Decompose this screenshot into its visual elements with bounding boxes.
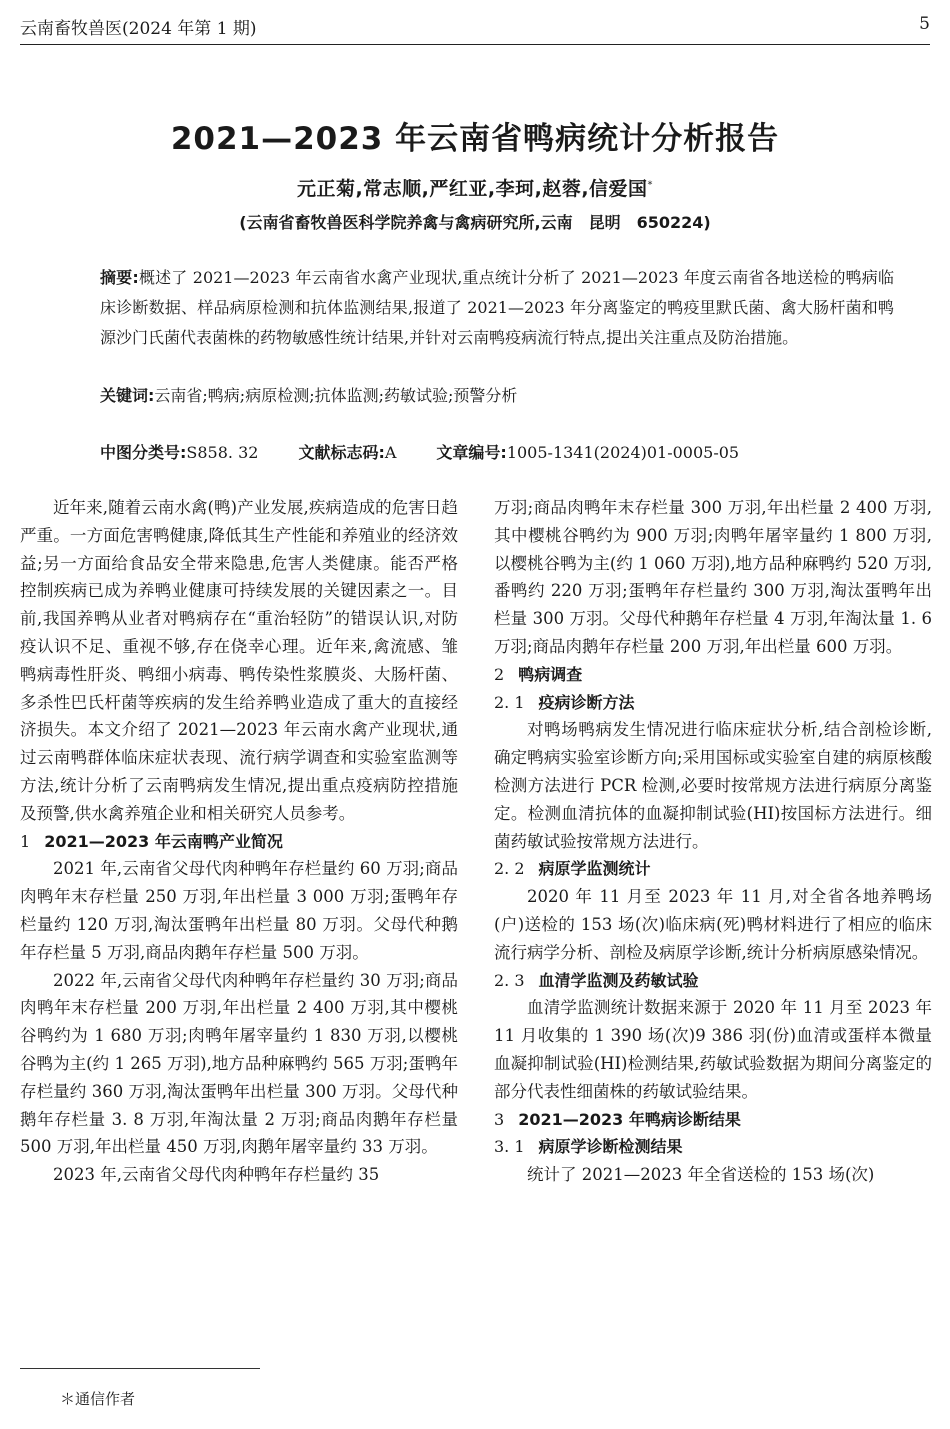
affiliation: (云南省畜牧兽医科学院养禽与禽病研究所,云南 昆明 650224) xyxy=(239,213,711,232)
intro-paragraph: 近年来,随着云南水禽(鸭)产业发展,疾病造成的危害日趋严重。一方面危害鸭健康,降低其生产性能和养殖业的经济效益;另一方面给食品安全带来隐患,危害人类健康。能否严格控制疾病已成为养鸭业健康可持续发展的关键因素之一。目前,我国养鸭从业者对鸭病存在“重治轻防”的错误认识,对防疫认识不足、重视不够,存在侥幸心理。近年来,禽流感、雏鸭病毒性肝炎、鸭细小病毒、鸭传染性浆膜炎、大肠杆菌、多杀性巴氏杆菌等疾病的发生给养鸭业造成了重大的直接经济损失。本文介绍了 2021—2023 年云南水禽产业现状,通过云南鸭群体临床症状表现、流行病学调查和实验室监测等方法,统计分析了云南鸭病发生情况,提出重点疫病防控措施及预警,供水禽养殖企业和相关研究人员参考。 xyxy=(20,498,458,823)
clc-label: 中图分类号: xyxy=(100,443,187,462)
abstract-text: 概述了 2021—2023 年云南省水禽产业现状,重点统计分析了 2021—2023 年度云南省各地送检的鸭病临床诊断数据、样品病原检测和抗体监测结果,报道了 2021—2023 年分离鉴定的鸭疫里默氏菌、禽大肠杆菌和鸭源沙门氏菌代表菌株的药物敏感性统计结果,并针对云南鸭疫病流行特点,提出关注重点及防治措施。 xyxy=(100,268,894,347)
section-heading-2-2 xyxy=(494,855,932,883)
section-number: 3. 1 xyxy=(494,1137,525,1157)
keywords-label: 关键词: xyxy=(100,386,155,405)
paragraph-2023-start: 2023 年,云南省父母代肉种鸭年存栏量约 35 xyxy=(53,1165,380,1185)
section-title: 鸭病调查 xyxy=(518,664,583,684)
classification-line xyxy=(100,440,739,463)
journal-name: 云南畜牧兽医(2024 年第 1 期) xyxy=(20,19,257,39)
section-title: 疫病诊断方法 xyxy=(538,692,635,712)
clc-value: S858. 32 xyxy=(186,443,259,462)
keywords-text: 云南省;鸭病;病原检测;抗体监测;药敏试验;预警分析 xyxy=(154,386,518,405)
section-number: 3 xyxy=(494,1109,505,1129)
doc-value: A xyxy=(384,443,397,462)
section-number: 2. 1 xyxy=(494,692,525,712)
section-heading-3-1 xyxy=(494,1133,932,1161)
corresponding-author-mark: * xyxy=(647,179,654,191)
document-code xyxy=(298,440,396,463)
section-heading-2-1 xyxy=(494,689,932,717)
paragraph-2023-continued: 万羽;商品肉鸭年末存栏量 300 万羽,年出栏量 2 400 万羽,其中樱桃谷鸭约为 900 万羽;肉鸭年屠宰量约 1 800 万羽,以樱桃谷鸭为主(约 1 060 万羽),地方品种麻鸭约 520 万羽,番鸭约 220 万羽;蛋鸭年存栏量约 300 万羽,淘汰蛋鸭年出栏量 300 万羽。父母代种鹅年存栏量 4 万羽,年淘汰量 1. 6 万羽;商品肉鹅年存栏量 200 万羽,年出栏量 600 万羽。 xyxy=(494,498,932,656)
paper-title: 2021—2023 年云南省鸭病统计分析报告 xyxy=(170,121,780,157)
abstract-label: 摘要: xyxy=(100,268,139,287)
section-heading-2-3 xyxy=(494,967,932,995)
body-column-left xyxy=(20,494,458,1189)
section-number: 2 xyxy=(494,664,505,684)
abstract xyxy=(60,263,894,353)
section-heading-1 xyxy=(20,828,458,856)
section-heading-2 xyxy=(494,661,932,689)
section-title: 病原学诊断检测结果 xyxy=(538,1137,683,1157)
page-number: 5 xyxy=(919,14,930,34)
section-heading-3 xyxy=(494,1106,932,1134)
section-title: 血清学监测及药敏试验 xyxy=(538,970,699,990)
footnote-rule xyxy=(20,1368,260,1369)
running-head xyxy=(20,14,930,45)
clc-number xyxy=(100,440,258,463)
paragraph-3-1-start: 统计了 2021—2023 年全省送检的 153 场(次) xyxy=(527,1165,875,1185)
author-list xyxy=(0,174,950,201)
keywords xyxy=(100,383,517,409)
footnote: ＊通信作者 xyxy=(60,1390,136,1408)
section-number: 2. 2 xyxy=(494,859,525,879)
paragraph-2-3: 血清学监测统计数据来源于 2020 年 11 月至 2023 年 11 月收集的 1 390 场(次)9 386 羽(份)血清或蛋样本微量血凝抑制试验(HI)检测结果,药敏试验数据为期间分离鉴定的部分代表性细菌株的药敏试验结果。 xyxy=(494,998,932,1101)
section-number: 1 xyxy=(20,831,31,851)
section-title: 2021—2023 年鸭病诊断结果 xyxy=(518,1109,741,1129)
doc-label: 文献标志码: xyxy=(298,443,385,462)
section-title: 病原学监测统计 xyxy=(538,859,651,879)
paragraph-2-1: 对鸭场鸭病发生情况进行临床症状分析,结合剖检诊断,确定鸭病实验室诊断方向;采用国标或实验室自建的病原核酸检测方法进行 PCR 检测,必要时按常规方法进行病原分离鉴定。检测血清抗体的血凝抑制试验(HI)按国标方法进行。细菌药敏试验按常规方法进行。 xyxy=(494,720,932,851)
article-number xyxy=(436,440,739,463)
paragraph-2022: 2022 年,云南省父母代肉种鸭年存栏量约 30 万羽;商品肉鸭年末存栏量 200 万羽,年出栏量 2 400 万羽,其中樱桃谷鸭约为 1 680 万羽;肉鸭年屠宰量约 1 830 万羽,以樱桃谷鸭为主(约 1 265 万羽),地方品种麻鸭约 565 万羽;蛋鸭年存栏量约 360 万羽,淘汰蛋鸭年出栏量 300 万羽。父母代种鹅年存栏量 3. 8 万羽,年淘汰量 2 万羽;商品肉鹅年存栏量 500 万羽,年出栏量 450 万羽,肉鹅年屠宰量约 33 万羽。 xyxy=(20,970,458,1157)
body-column-right xyxy=(494,494,932,1189)
paragraph-2-2: 2020 年 11 月至 2023 年 11 月,对全省各地养鸭场(户)送检的 153 场(次)临床病(死)鸭材料进行了相应的临床流行病学分析、剖检及病原学诊断,统计分析病原感染情况。 xyxy=(494,887,932,962)
section-number: 2. 3 xyxy=(494,970,525,990)
authors-text: 元正菊,常志顺,严红亚,李珂,赵蓉,信爱国 xyxy=(296,178,648,200)
article-value: 1005-1341(2024)01-0005-05 xyxy=(506,443,740,462)
section-title: 2021—2023 年云南鸭产业简况 xyxy=(44,831,283,851)
article-label: 文章编号: xyxy=(436,443,507,462)
paragraph-2021: 2021 年,云南省父母代肉种鸭年存栏量约 60 万羽;商品肉鸭年末存栏量 250 万羽,年出栏量 3 000 万羽;蛋鸭年存栏量约 120 万羽,淘汰蛋鸭年出栏量 80 万羽。父母代种鹅年存栏量 5 万羽,商品肉鹅年存栏量 500 万羽。 xyxy=(20,859,458,962)
